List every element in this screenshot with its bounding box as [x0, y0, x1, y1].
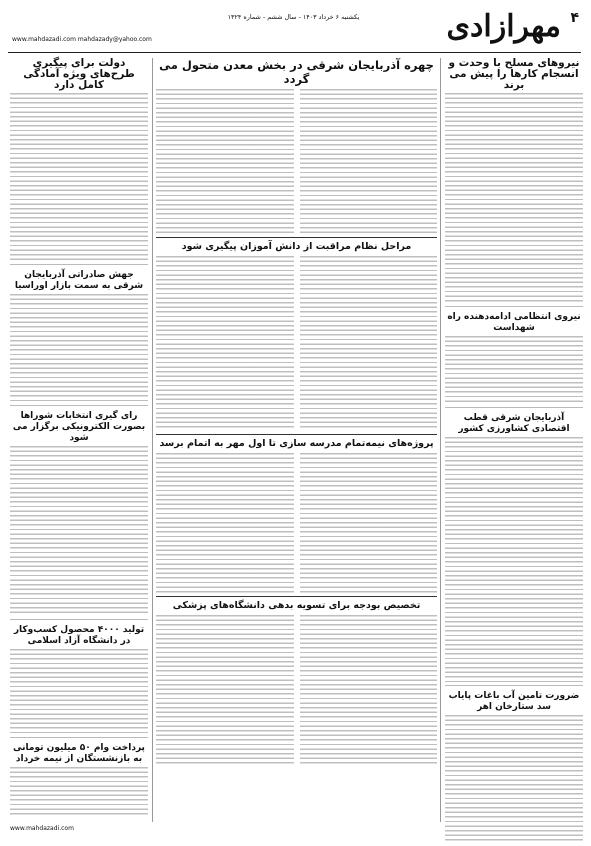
right-story-1-title: نیروهای مسلح با وحدت و انسجام کارها را پیش می برند	[448, 57, 580, 91]
fourth-story-body	[156, 615, 437, 765]
left-story-2	[10, 270, 148, 406]
left-story-3-body	[10, 446, 148, 616]
right-story-4	[445, 691, 583, 846]
left-story-3-title: رای گیری انتخابات شوراها بصورت الکترونیکی برگزار می شود	[12, 411, 146, 443]
lead-headline: چهره آذربایجان شرقی در بخش معدن متحول می گردد	[159, 58, 434, 86]
left-story-1-body	[10, 93, 148, 261]
left-story-1	[10, 58, 148, 265]
third-story-body	[156, 453, 437, 593]
lead-story-body	[156, 89, 437, 234]
left-story-3	[10, 411, 148, 620]
third-headline: پروژه‌های نیمه‌تمام مدرسه سازی تا اول مهر به اتمام برسد	[159, 438, 434, 449]
columns	[10, 57, 583, 832]
right-story-3-body	[445, 437, 583, 682]
right-story-2-title: نیروی انتظامی ادامه‌دهنده راه شهداست	[447, 312, 581, 333]
right-story-3-title: آذربایجان شرقی قطب اقتصادی کشاورزی کشور	[458, 413, 570, 434]
second-headline: مراحل نظام مراقبت از دانش آموزان پیگیری شود	[181, 241, 412, 252]
right-story-1	[445, 58, 583, 307]
left-story-4-body	[10, 649, 148, 734]
masthead	[8, 6, 581, 53]
second-story-body	[156, 256, 437, 431]
left-story-1-title: دولت برای پیگیری طرح‌های ویژه آمادگی کامل دارد	[23, 57, 135, 91]
fourth-headline: تخصیص بودجه برای تسویه بدهی دانشگاه‌های پزشکی	[172, 600, 421, 611]
middle-column	[156, 58, 437, 822]
masthead-urls: www.mahdazadi.com mahdazady@yahoo.com	[12, 36, 152, 43]
right-story-3	[445, 413, 583, 686]
right-column	[440, 58, 583, 822]
right-story-4-body	[445, 715, 583, 843]
newspaper-logo: مهرازادی	[446, 9, 561, 44]
left-column	[10, 57, 153, 832]
right-story-2-body	[445, 336, 583, 404]
left-story-5	[10, 743, 148, 820]
right-story-2	[445, 312, 583, 408]
right-story-1-body	[445, 93, 583, 303]
left-story-2-title: جهش صادراتی آذربایجان شرقی به سمت بازار اوراسیا	[14, 270, 144, 291]
page-number: ۴	[570, 10, 579, 26]
left-story-2-body	[10, 294, 148, 402]
left-story-4	[10, 625, 148, 738]
left-story-5-body	[10, 767, 148, 817]
left-story-5-title: پرداخت وام ۵۰ میلیون تومانی به بازنشستگان از نیمه خرداد	[13, 743, 145, 764]
footer-url: www.mahdazadi.com	[10, 825, 74, 832]
dateline: یکشنبه ۶ خرداد ۱۴۰۳ - سال ششم - شماره ۱۳۲۴	[227, 13, 360, 21]
left-story-4-title: تولید ۴۰۰۰ محصول کسب‌وکار در دانشگاه آزاد اسلامی	[13, 625, 145, 646]
right-story-4-title: ضرورت تامین آب باغات پایاب سد ستارخان اهر	[448, 691, 580, 712]
